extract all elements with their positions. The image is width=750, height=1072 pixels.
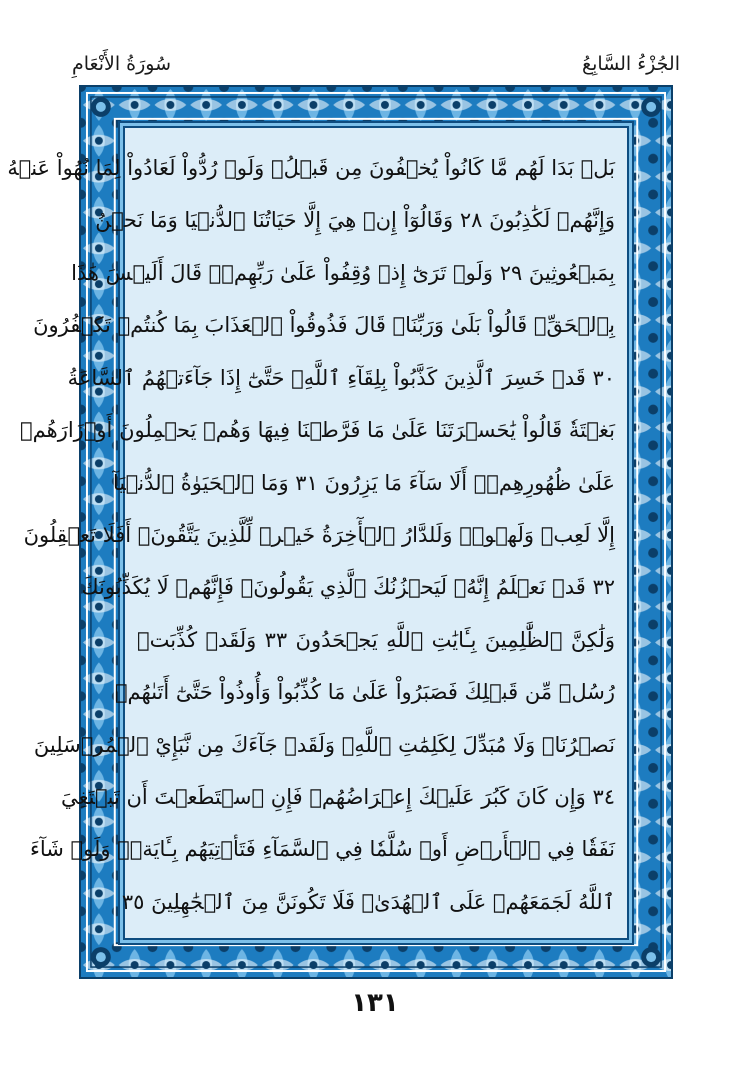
verse-line: رُسُلٞ مِّن قَبۡلِكَ فَصَبَرُواْ عَلَىٰ مَا كُذِّبُواْ وَأُوذُواْ حَتَّىٰٓ أَتَىٰهُمۡ <box>114 680 615 705</box>
verse-line: بِٱلۡحَقِّۚ قَالُواْ بَلَىٰ وَرَبِّنَاۚ قَالَ فَذُوقُواْ ٱلۡعَذَابَ بِمَا كُنتُمۡ تَكۡفُرُونَ <box>33 313 615 338</box>
verse-line: بَلۡ بَدَا لَهُم مَّا كَانُواْ يُخۡفُونَ مِن قَبۡلُۖ وَلَوۡ رُدُّواْ لَعَادُواْ لِمَا نُهُواْ عَنۡهُ <box>7 156 615 180</box>
verse-line: نَفَقٗا فِي ٱلۡأَرۡضِ أَوۡ سُلَّمٗا فِي ٱلسَّمَآءِ فَتَأۡتِيَهُم بِـَٔايَةٖۚ وَلَوۡ شَآءَ <box>29 837 615 862</box>
verse-line: نَصۡرُنَاۚ وَلَا مُبَدِّلَ لِكَلِمَٰتِ ٱللَّهِۚ وَلَقَدۡ جَآءَكَ مِن نَّبَإِيْ ٱلۡمُرۡسَلِينَ <box>33 732 615 757</box>
verse-line: إِلَّا لَعِبٞ وَلَهۡوٞۖ وَلَلدَّارُ ٱلۡأٓخِرَةُ خَيۡرٞ لِّلَّذِينَ يَتَّقُونَۚ أَفَلَا تَعۡقِلُونَ <box>23 522 615 547</box>
page-number: ١٣١ <box>351 988 399 1018</box>
page-header <box>72 40 680 88</box>
verse-line: عَلَىٰ ظُهُورِهِمۡۚ أَلَا سَآءَ مَا يَزِرُونَ ٣١ وَمَا ٱلۡحَيَوٰةُ ٱلدُّنۡيَآ <box>112 470 615 495</box>
verse-line: بَغۡتَةٗ قَالُواْ يَٰحَسۡرَتَنَا عَلَىٰ مَا فَرَّطۡنَا فِيهَا وَهُمۡ يَحۡمِلُونَ أَوۡزَارَهُمۡ <box>20 418 615 443</box>
verse-line: ٣٠ قَدۡ خَسِرَ ٱلَّذِينَ كَذَّبُواْ بِلِقَآءِ ٱللَّهِۖ حَتَّىٰٓ إِذَا جَآءَتۡهُمُ ٱلسَّاعَةُ <box>67 365 615 390</box>
juz-title: الجُزْءُ السَّابِعُ <box>582 53 680 75</box>
verse-line: وَلَٰكِنَّ ٱلظَّٰلِمِينَ بِـَٔايَٰتِ ٱللَّهِ يَجۡحَدُونَ ٣٣ وَلَقَدۡ كُذِّبَتۡ <box>137 627 616 652</box>
verse-line: ٱللَّهُ لَجَمَعَهُمۡ عَلَى ٱلۡهُدَىٰۚ فَلَا تَكُونَنَّ مِنَ ٱلۡجَٰهِلِينَ ٣٥ <box>121 889 615 914</box>
verse-text-area <box>7 126 629 940</box>
verse-line: بِمَبۡعُوثِينَ ٢٩ وَلَوۡ تَرَىٰٓ إِذۡ وُقِفُواْ عَلَىٰ رَبِّهِمۡۚ قَالَ أَلَيۡسَ هَٰذَا <box>71 260 615 285</box>
verse-line: ٣٤ وَإِن كَانَ كَبُرَ عَلَيۡكَ إِعۡرَاضُهُمۡ فَإِنِ ٱسۡتَطَعۡتَ أَن تَبۡتَغِيَ <box>61 785 615 810</box>
verse-line: ٣٢ قَدۡ نَعۡلَمُ إِنَّهُۥ لَيَحۡزُنُكَ ٱلَّذِي يَقُولُونَۖ فَإِنَّهُمۡ لَا يُكَذِّبُونَكَ <box>81 575 615 600</box>
surah-title: سُورَةُ الأَنْعَامِ <box>72 53 172 75</box>
verse-line: وَإِنَّهُمۡ لَكَٰذِبُونَ ٢٨ وَقَالُوٓاْ إِنۡ هِيَ إِلَّا حَيَاتُنَا ٱلدُّنۡيَا وَمَا نَحۡنُ <box>95 208 615 233</box>
ornamental-frame <box>7 85 673 979</box>
